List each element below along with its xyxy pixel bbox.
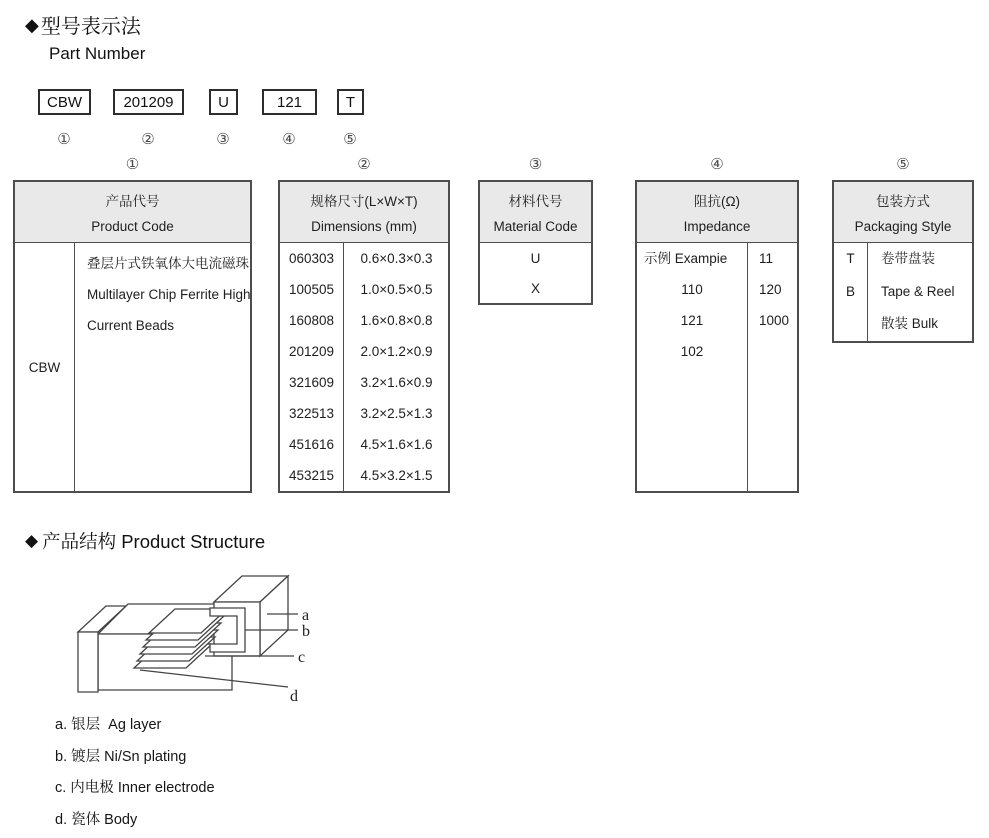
diamond-icon: ◆ [25, 531, 39, 550]
dimensions-table [278, 180, 450, 493]
header-en: Packaging Style [854, 219, 952, 234]
product-code-value: CBW [28, 359, 61, 375]
part-number-segment-packaging: T [337, 89, 364, 115]
segment-index-5: ⑤ [343, 131, 357, 148]
packaging-code-column [834, 243, 868, 341]
table-row: 100505 [288, 282, 335, 297]
diagram-label-c: c [298, 649, 306, 666]
section2-title [25, 528, 265, 554]
table-row: 201209 [288, 344, 335, 359]
table-row: 2.0×1.2×0.9 [360, 344, 433, 359]
table-row: 110 [681, 282, 703, 297]
diamond-icon: ◆ [25, 14, 39, 35]
table-row: 1.6×0.8×0.8 [360, 313, 433, 328]
table-row: 4.5×1.6×1.6 [360, 437, 433, 452]
part-number-segment-material: U [209, 89, 238, 115]
table-row: 散装 Bulk [881, 316, 939, 331]
desc-line: Current Beads [87, 318, 175, 333]
table-index-2: ② [357, 156, 371, 173]
table-row: 121 [680, 313, 704, 328]
part-number-segment-impedance: 121 [262, 89, 317, 115]
product-code-table-header [15, 182, 250, 243]
table-row: 11 [759, 251, 774, 266]
section1-title [25, 10, 141, 39]
left-cap-front-face [78, 632, 98, 692]
table-row: 453215 [288, 468, 335, 483]
section1-title-zh: 型号表示法 [40, 16, 141, 38]
product-code-table [13, 180, 252, 493]
product-code-table-body [15, 243, 250, 491]
table-row: T [846, 251, 855, 266]
desc-line: Multilayer Chip Ferrite High [87, 287, 251, 302]
product-code-cell [15, 243, 75, 491]
segment-index-4: ④ [282, 131, 296, 148]
table-row: 4.5×3.2×1.5 [360, 468, 433, 483]
legend-item-ag-layer: a. 银层 Ag layer [55, 717, 162, 734]
table-index-3: ③ [528, 156, 543, 173]
table-row: 321609 [288, 375, 335, 390]
table-row: 120 [759, 282, 782, 297]
section2-title-text: 产品结构 Product Structure [42, 531, 266, 552]
impedance-code-column [637, 243, 748, 491]
packaging-table-body [834, 243, 972, 341]
legend-item-plating: b. 镀层 Ni/Sn plating [55, 748, 187, 765]
table-row: B [845, 283, 855, 299]
header-en: Impedance [683, 219, 751, 234]
size-mm-column [345, 243, 448, 491]
segment-index-1: ① [57, 131, 71, 148]
table-row: 3.2×2.5×1.3 [360, 406, 433, 421]
diagram-label-a: a [302, 607, 310, 624]
dimensions-table-header [280, 182, 448, 243]
material-code-table-header [480, 182, 591, 243]
table-index-1: ① [125, 156, 140, 173]
legend-item-body: d. 瓷体 Body [55, 811, 138, 828]
material-code-u: U [530, 251, 541, 266]
table-row: 060303 [288, 251, 335, 266]
table-row: 322513 [288, 406, 335, 421]
header-en: Dimensions (mm) [311, 219, 417, 234]
packaging-table-header [834, 182, 972, 243]
material-code-table [478, 180, 593, 305]
impedance-table [635, 180, 799, 493]
segment-index-3: ③ [216, 131, 230, 148]
impedance-example-label: 示例 Exampie [644, 251, 728, 266]
header-zh: 包装方式 [876, 194, 930, 209]
header-zh: 材料代号 [508, 194, 563, 209]
header-zh: 阻抗(Ω) [693, 194, 741, 209]
impedance-table-header [637, 182, 797, 243]
material-code-table-body [480, 243, 591, 304]
diagram-label-b: b [302, 623, 310, 640]
legend-item-inner-electrode: c. 内电极 Inner electrode [55, 780, 215, 797]
header-en: Material Code [493, 219, 578, 234]
product-desc-cell [76, 243, 250, 491]
table-row: 1.0×0.5×0.5 [360, 282, 433, 297]
impedance-table-body [637, 243, 797, 491]
diagram-label-d: d [290, 688, 298, 705]
table-row: 451616 [288, 437, 335, 452]
table-index-4: ④ [710, 156, 724, 173]
table-row: Tape & Reel [881, 283, 955, 299]
part-number-segment-product-code: CBW [38, 89, 91, 115]
structure-legend [55, 708, 215, 834]
part-number-segment-size: 201209 [113, 89, 184, 115]
desc-line: 叠层片式铁氧体大电流磁珠 [87, 256, 249, 271]
table-row: 3.2×1.6×0.9 [360, 375, 433, 390]
table-index-5: ⑤ [896, 156, 910, 173]
size-code-column [280, 243, 344, 491]
section1-title-en: Part Number [49, 44, 146, 63]
packaging-table [832, 180, 974, 343]
table-row: 卷带盘装 [881, 251, 935, 266]
header-zh: 产品代号 [105, 194, 160, 209]
product-structure-diagram [62, 566, 332, 706]
header-zh: 规格尺寸(L×W×T) [310, 194, 418, 209]
packaging-desc-column [869, 243, 972, 341]
material-code-x: X [530, 281, 540, 296]
table-row: 0.6×0.3×0.3 [360, 251, 433, 266]
table-row: 102 [680, 344, 704, 359]
impedance-ohm-column [749, 243, 797, 491]
table-row: 160808 [288, 313, 335, 328]
dimensions-table-body [280, 243, 448, 491]
header-en: Product Code [91, 219, 174, 234]
segment-index-2: ② [141, 131, 155, 148]
table-row: 1000 [759, 313, 790, 328]
